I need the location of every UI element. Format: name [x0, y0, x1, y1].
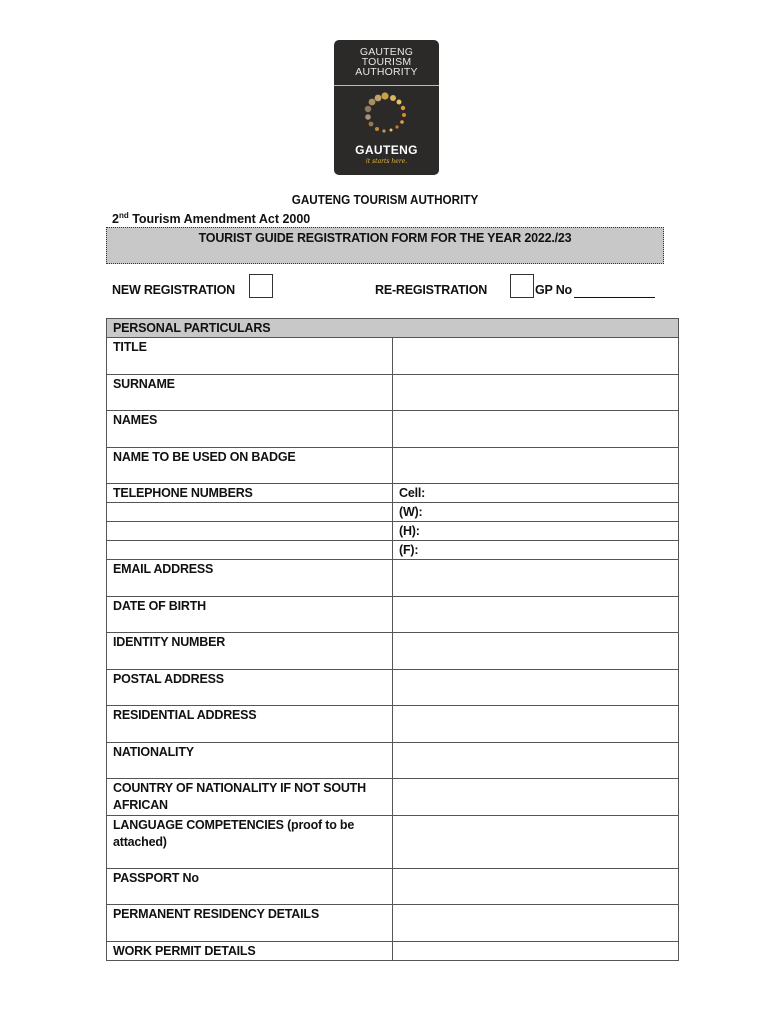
- field-value[interactable]: [393, 742, 679, 779]
- logo-line-1: GAUTENG: [359, 46, 414, 58]
- re-registration-checkbox[interactable]: [510, 274, 534, 298]
- act-reference: [112, 211, 310, 226]
- table-row: [107, 706, 679, 743]
- act-name: Tourism Amendment Act 2000: [128, 212, 311, 226]
- table-row: [107, 868, 679, 905]
- field-value[interactable]: (F):: [393, 541, 679, 560]
- gp-number-field[interactable]: [574, 297, 655, 298]
- table-row: [107, 742, 679, 779]
- table-row: [107, 522, 679, 541]
- field-value[interactable]: [393, 411, 679, 448]
- field-value[interactable]: [393, 706, 679, 743]
- field-label: NATIONALITY: [107, 742, 393, 779]
- logo-gauteng-name: GAUTENG: [355, 143, 418, 157]
- field-value[interactable]: [393, 338, 679, 375]
- table-row: [107, 633, 679, 670]
- field-label: PASSPORT No: [107, 868, 393, 905]
- field-label: EMAIL ADDRESS: [107, 560, 393, 597]
- table-row: [107, 541, 679, 560]
- table-row: [107, 411, 679, 448]
- field-value[interactable]: (H):: [393, 522, 679, 541]
- table-row: [107, 374, 679, 411]
- field-label: PERMANENT RESIDENCY DETAILS: [107, 905, 393, 942]
- table-row: [107, 503, 679, 522]
- field-label: RESIDENTIAL ADDRESS: [107, 706, 393, 743]
- form-title-banner: [106, 227, 664, 264]
- table-header-row: [107, 319, 679, 338]
- field-label: TELEPHONE NUMBERS: [107, 484, 393, 503]
- table-row: [107, 484, 679, 503]
- gp-number-label: GP No: [535, 283, 572, 297]
- act-ordinal: nd: [118, 211, 129, 220]
- field-label: IDENTITY NUMBER: [107, 633, 393, 670]
- field-value[interactable]: Cell:: [393, 484, 679, 503]
- personal-particulars-table: [106, 318, 679, 961]
- gauteng-tourism-logo: [334, 40, 439, 175]
- field-label: NAME TO BE USED ON BADGE: [107, 447, 393, 484]
- field-label: WORK PERMIT DETAILS: [107, 941, 393, 960]
- organisation-title: GAUTENG TOURISM AUTHORITY: [291, 192, 479, 207]
- table-row: [107, 560, 679, 597]
- logo-wordmark: [334, 40, 439, 86]
- field-label: POSTAL ADDRESS: [107, 669, 393, 706]
- field-value[interactable]: [393, 447, 679, 484]
- field-value[interactable]: [393, 633, 679, 670]
- logo-line-3: AUTHORITY: [355, 66, 418, 78]
- field-label: SURNAME: [107, 374, 393, 411]
- field-label: [107, 522, 393, 541]
- logo-line-2: TOURISM: [361, 56, 412, 68]
- field-value[interactable]: [393, 815, 679, 868]
- new-registration-checkbox[interactable]: [249, 274, 273, 298]
- table-row: [107, 779, 679, 816]
- field-value[interactable]: [393, 669, 679, 706]
- re-registration-label: RE-REGISTRATION: [375, 283, 488, 297]
- field-label: NAMES: [107, 411, 393, 448]
- table-row: [107, 905, 679, 942]
- field-label: DATE OF BIRTH: [107, 596, 393, 633]
- field-value[interactable]: [393, 941, 679, 960]
- table-row: [107, 669, 679, 706]
- table-row: [107, 941, 679, 960]
- field-label: [107, 541, 393, 560]
- field-value[interactable]: [393, 779, 679, 816]
- act-number: 2: [112, 212, 119, 226]
- table-row: [107, 596, 679, 633]
- field-value[interactable]: (W):: [393, 503, 679, 522]
- field-value[interactable]: [393, 560, 679, 597]
- form-title: TOURIST GUIDE REGISTRATION FORM FOR THE YEAR 2022./23: [198, 231, 572, 245]
- table-row: [107, 447, 679, 484]
- new-registration-label: NEW REGISTRATION: [112, 283, 235, 297]
- field-value[interactable]: [393, 374, 679, 411]
- logo-tagline: it starts here.: [365, 158, 408, 165]
- table-row: [107, 815, 679, 868]
- field-value[interactable]: [393, 905, 679, 942]
- field-label: LANGUAGE COMPETENCIES (proof to be attached): [107, 815, 393, 868]
- table-row: [107, 338, 679, 375]
- field-label: [107, 503, 393, 522]
- field-value[interactable]: [393, 868, 679, 905]
- field-value[interactable]: [393, 596, 679, 633]
- section-title: PERSONAL PARTICULARS: [107, 319, 679, 338]
- field-label: COUNTRY OF NATIONALITY IF NOT SOUTH AFRICAN: [107, 779, 393, 816]
- field-label: TITLE: [107, 338, 393, 375]
